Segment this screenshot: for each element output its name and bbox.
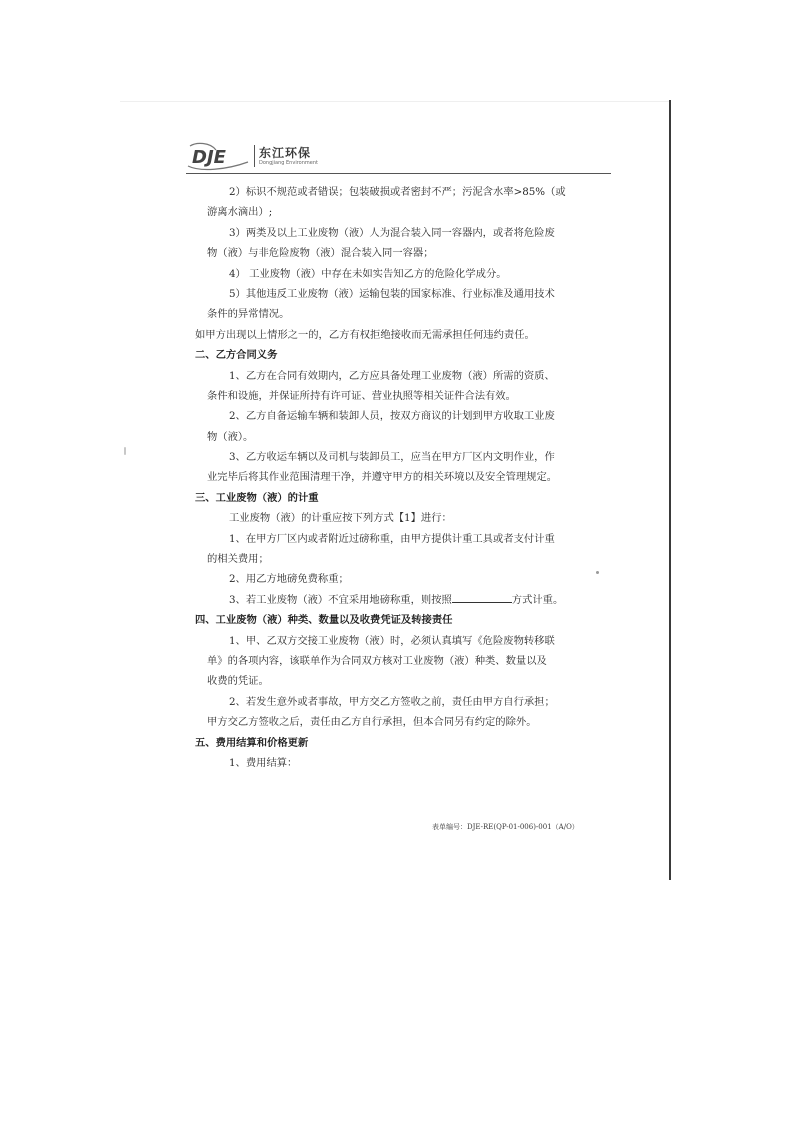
- paragraph-line: 单》的各项内容，该联单作为合同双方核对工业废物（液）种类、数量以及: [207, 654, 547, 667]
- paragraph-line: 2、用乙方地磅免费称重；: [229, 573, 349, 586]
- paragraph-line: 3、乙方收运车辆以及司机与装卸员工，应当在甲方厂区内文明作业，作: [229, 451, 555, 464]
- document-body: [195, 182, 607, 773]
- paragraph-line: 2）标识不规范或者错误；包装破损或者密封不严；污泥含水率>85%（或: [229, 186, 566, 198]
- logo-divider: [254, 145, 255, 167]
- scan-speck: [124, 447, 126, 455]
- paragraph-line: 甲方交乙方签收之后，责任由乙方自行承担，但本合同另有约定的除外。: [207, 716, 537, 729]
- paragraph-line: 2、乙方自备运输车辆和装卸人员，按双方商议的计划到甲方收取工业废: [229, 410, 555, 423]
- paragraph-line: 1、在甲方厂区内或者附近过磅称重，由甲方提供计重工具或者支付计重: [229, 532, 555, 545]
- paragraph-line: 3）两类及以上工业废物（液）人为混合装入同一容器内，或者将危险废: [229, 226, 555, 239]
- section-heading: 五、费用结算和价格更新: [195, 736, 309, 749]
- paragraph-line: 1、乙方在合同有效期内，乙方应具备处理工业废物（液）所需的资质、: [229, 369, 555, 382]
- paragraph-line: 条件和设施，并保证所持有许可证、营业执照等相关证件合法有效。: [207, 389, 516, 402]
- paragraph-line: 4） 工业废物（液）中存在未如实告知乙方的危险化学成分。: [229, 267, 507, 280]
- form-code: 表单编号：DJE-RE(QP-01-006)-001（A/O）: [432, 823, 579, 831]
- fill-in-blank: [452, 590, 512, 603]
- paragraph-line: 条件的异常情况。: [207, 308, 290, 321]
- header-rule: [186, 173, 611, 174]
- paragraph-line: 5）其他违反工业废物（液）运输包装的国家标准、行业标准及通用技术: [229, 287, 555, 300]
- clause-text: 方式计重。: [511, 593, 564, 606]
- scan-page-edge-right: [669, 100, 671, 880]
- paragraph-line: 1、甲、乙双方交接工业废物（液）时，必须认真填写《危险废物转移联: [229, 634, 555, 647]
- company-name-cn: 东江环保: [259, 146, 312, 160]
- section-heading: 四、工业废物（液）种类、数量以及收费凭证及转接责任: [195, 614, 453, 627]
- company-name-en: Dongjiang Environment: [259, 160, 318, 166]
- logo-letters: DJE: [192, 147, 226, 168]
- paragraph-line: 如甲方出现以上情形之一的，乙方有权拒绝接收而无需承担任何违约责任。: [195, 328, 535, 341]
- clause-text: 3、若工业废物（液）不宜采用地磅称重，则按照: [229, 593, 452, 606]
- scan-page-edge-top: [120, 101, 670, 102]
- dje-logo-icon: [186, 140, 252, 172]
- section-heading: 三、工业废物（液）的计重: [195, 491, 319, 504]
- paragraph-line: [207, 590, 607, 610]
- section-heading: 二、乙方合同义务: [195, 349, 278, 362]
- paragraph-line: 收费的凭证。: [207, 675, 269, 688]
- paragraph-line: 物（液）。: [207, 430, 254, 443]
- paragraph-line: 游离水滴出）;: [207, 206, 273, 219]
- paragraph-line: 2、若发生意外或者事故，甲方交乙方签收之前，责任由甲方自行承担；: [229, 695, 555, 708]
- paragraph-line: 1、费用结算：: [229, 756, 298, 769]
- paragraph-line: 的相关费用；: [207, 553, 269, 566]
- paragraph-line: 物（液）与非危险废物（液）混合装入同一容器；: [207, 247, 434, 260]
- paragraph-line: 业完毕后将其作业范围清理干净，并遵守甲方的相关环境以及安全管理规定。: [207, 471, 558, 484]
- document-header: [186, 140, 611, 176]
- paragraph-line: 工业废物（液）的计重应按下列方式【1】进行：: [229, 512, 452, 525]
